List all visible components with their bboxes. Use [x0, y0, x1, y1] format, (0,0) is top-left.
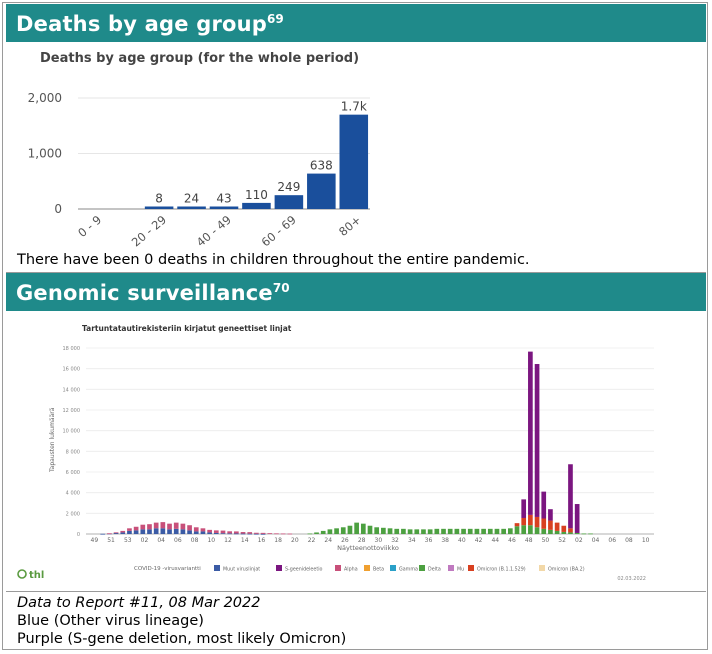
bar-segment — [421, 529, 426, 534]
y-tick-label: 4 000 — [65, 490, 80, 497]
x-tick-label: 46 — [508, 537, 516, 544]
bar-segment — [434, 529, 439, 534]
bar-segment — [535, 364, 540, 517]
bar-segment — [207, 530, 212, 533]
x-tick-label: 52 — [558, 537, 566, 544]
data-label: 638 — [309, 158, 333, 173]
legend-item: Mu — [457, 567, 465, 573]
bar-segment — [134, 530, 139, 534]
bar-segment — [234, 531, 239, 533]
bar-segment — [181, 529, 186, 534]
bar-segment — [515, 526, 520, 534]
bar-segment — [234, 533, 239, 534]
bar-segment — [361, 524, 366, 534]
banner-ref: 70 — [272, 280, 290, 295]
bar-segment — [308, 533, 313, 534]
x-tick-label: 80+ — [336, 212, 364, 239]
x-axis-label: Näytteenottoviikko — [337, 544, 399, 552]
x-tick-label: 30 — [374, 537, 383, 544]
x-tick-label: 22 — [307, 537, 316, 544]
bar-segment — [401, 529, 406, 534]
x-tick-label: 32 — [391, 537, 399, 544]
bar — [210, 207, 239, 210]
bar-segment — [167, 524, 172, 530]
bar-segment — [428, 529, 433, 534]
bar-segment — [568, 464, 573, 528]
legend-swatch — [390, 565, 396, 571]
footer-purple-note: Purple (S-gene deletion, most likely Omicron) — [17, 631, 347, 647]
bar-segment — [495, 529, 500, 534]
x-tick-label: 36 — [424, 537, 433, 544]
x-tick-label: 24 — [324, 537, 333, 544]
bar-segment — [455, 529, 460, 534]
legend-swatch — [276, 565, 282, 571]
bar-segment — [541, 519, 546, 529]
legend-swatch — [539, 565, 545, 571]
bar-segment — [287, 534, 292, 535]
bar-segment — [120, 532, 125, 534]
bar-segment — [448, 529, 453, 534]
deaths-note: There have been 0 deaths in children throughout the entire pandemic. — [17, 252, 530, 268]
footer-blue-note: Blue (Other virus lineage) — [17, 613, 204, 629]
legend-item: Alpha — [344, 567, 358, 573]
legend-item: S-geenideleetio — [285, 567, 323, 573]
x-tick-label: 10 — [641, 537, 650, 544]
bar-segment — [394, 529, 399, 534]
x-tick-label: 38 — [441, 537, 449, 544]
data-label: 8 — [155, 191, 163, 206]
bar-segment — [535, 527, 540, 534]
x-tick-label: 02 — [140, 537, 149, 544]
bar-segment — [535, 517, 540, 527]
x-tick-label: 51 — [107, 537, 115, 544]
bar-segment — [187, 530, 192, 534]
x-tick-label: 16 — [257, 537, 266, 544]
bar — [307, 174, 336, 209]
x-tick-label: 48 — [524, 537, 533, 544]
legend-title: COVID-19 -virusvariantti — [134, 566, 201, 572]
banner-title: Deaths by age group — [16, 12, 268, 36]
bar-segment — [321, 531, 326, 534]
bar-segment — [588, 533, 593, 534]
genomic-chart-title: Tartuntatautirekisteriin kirjatut geneettiset linjat — [82, 324, 292, 333]
bar-segment — [354, 523, 359, 534]
section-banner-deaths — [6, 4, 706, 42]
bar-segment — [381, 528, 386, 534]
bar-segment — [227, 533, 232, 534]
y-axis-label: Tapausten lukumäärä — [49, 407, 56, 472]
bar-segment — [241, 534, 246, 535]
bar-segment — [254, 534, 259, 535]
y-tick-label: 6 000 — [65, 470, 80, 476]
bar — [177, 207, 206, 210]
x-tick-label: 06 — [608, 537, 617, 544]
genomic-surveillance-chart — [6, 312, 706, 592]
bar-segment — [247, 532, 252, 534]
thl-logo — [18, 570, 44, 581]
bar-segment — [254, 533, 259, 534]
y-tick-label: 18 000 — [62, 346, 80, 352]
bar-segment — [528, 515, 533, 525]
bar-segment — [575, 533, 580, 534]
bar-segment — [127, 528, 132, 531]
x-tick-label: 12 — [224, 537, 232, 544]
bar-segment — [501, 529, 506, 534]
bar-segment — [521, 518, 526, 525]
y-tick-label: 0 — [54, 202, 62, 216]
divider — [6, 591, 706, 592]
bar-segment — [521, 525, 526, 534]
bar-segment — [374, 527, 379, 534]
x-tick-label: 06 — [174, 537, 182, 544]
bar-segment — [147, 524, 152, 529]
bar-segment — [174, 523, 179, 529]
bar-segment — [548, 509, 553, 520]
bar-segment — [100, 534, 105, 535]
bar-segment — [140, 529, 145, 534]
bar-segment — [475, 529, 480, 534]
bar-segment — [548, 530, 553, 534]
bar-segment — [575, 504, 580, 533]
section-banner-genomic — [6, 273, 706, 311]
bar-segment — [388, 528, 393, 534]
bar-segment — [114, 532, 119, 533]
x-tick-label: 40 - 49 — [193, 212, 234, 250]
data-label: 249 — [277, 180, 301, 195]
bar-segment — [247, 534, 252, 535]
bar-segment — [261, 533, 266, 534]
bar-segment — [414, 529, 419, 534]
bar-segment — [561, 526, 566, 532]
x-tick-label: 49 — [90, 537, 99, 544]
x-tick-label: 20 — [291, 537, 299, 544]
bar-segment — [140, 525, 145, 530]
bar-segment — [368, 526, 373, 534]
data-label: 1.7k — [340, 99, 367, 114]
bar-segment — [261, 534, 266, 535]
bar-segment — [221, 531, 226, 534]
legend-item: Gamma — [399, 567, 418, 573]
y-tick-label: 16 000 — [62, 366, 80, 373]
y-tick-label: 2,000 — [27, 91, 62, 105]
y-tick-label: 12 000 — [62, 408, 80, 414]
legend-item: Beta — [373, 567, 385, 573]
bar-segment — [281, 533, 286, 534]
bar-segment — [461, 529, 466, 534]
bar — [242, 203, 271, 209]
bar-segment — [528, 352, 533, 515]
legend-item: Muut viruslinjat — [223, 567, 261, 573]
x-tick-label: 60 - 69 — [258, 212, 299, 250]
bar-segment — [201, 531, 206, 534]
bar-segment — [107, 533, 112, 534]
x-tick-label: 44 — [491, 537, 500, 544]
bar-segment — [241, 532, 246, 534]
bar-segment — [561, 532, 566, 534]
legend — [214, 565, 585, 573]
bar-segment — [134, 527, 139, 531]
bar-segment — [161, 522, 166, 528]
y-tick-label: 0 — [76, 532, 80, 538]
bar-segment — [334, 528, 339, 534]
x-tick-label: 18 — [274, 537, 282, 544]
x-tick-label: 0 - 9 — [75, 212, 105, 241]
bar-segment — [214, 530, 219, 533]
data-label: 110 — [244, 187, 268, 202]
y-tick-label: 2 000 — [65, 511, 80, 518]
legend-item: Delta — [428, 567, 441, 573]
date-stamp: 02.03.2022 — [617, 576, 646, 582]
legend-swatch — [335, 565, 341, 571]
x-tick-label: 40 — [458, 537, 466, 544]
bar-segment — [274, 533, 279, 534]
bar-segment — [221, 533, 226, 534]
bar-segment — [515, 523, 520, 526]
bar-segment — [207, 532, 212, 534]
x-tick-label: 28 — [357, 537, 366, 544]
x-tick-label: 04 — [157, 537, 165, 544]
bar-segment — [521, 499, 526, 518]
bar-segment — [541, 492, 546, 519]
bar-segment — [468, 529, 473, 534]
bar-segment — [194, 531, 199, 534]
legend-swatch — [468, 565, 474, 571]
bar-segment — [341, 527, 346, 534]
x-tick-label: 10 — [207, 537, 216, 544]
bar-segment — [227, 531, 232, 533]
bar-segment — [214, 533, 219, 534]
legend-swatch — [419, 565, 425, 571]
bar-segment — [568, 532, 573, 534]
bar-segment — [441, 529, 446, 534]
bar-segment — [181, 524, 186, 530]
bar-segment — [201, 528, 206, 531]
bar-segment — [154, 523, 159, 529]
x-tick-label: 02 — [575, 537, 583, 544]
bar-segment — [528, 525, 533, 534]
banner-title: Genomic surveillance — [16, 281, 273, 305]
bar-segment — [508, 528, 513, 534]
legend-swatch — [364, 565, 370, 571]
x-tick-label: 42 — [474, 537, 483, 544]
footer-report-line: Data to Report #11, 08 Mar 2022 — [17, 595, 261, 611]
bar — [275, 195, 304, 209]
bar-segment — [488, 529, 493, 534]
legend-item: Omicron (B.1.1.529) — [477, 567, 526, 573]
bar-segment — [154, 528, 159, 534]
y-tick-label: 8 000 — [65, 449, 80, 456]
bar — [145, 207, 174, 210]
bar-segment — [314, 532, 319, 534]
thl-logo-text: thl — [29, 570, 45, 581]
x-tick-label: 34 — [407, 537, 416, 544]
y-tick-label: 14 000 — [62, 387, 80, 394]
legend-swatch — [214, 565, 220, 571]
bar-segment — [581, 533, 586, 534]
bar-segment — [174, 529, 179, 534]
bar-segment — [161, 528, 166, 534]
bar-segment — [481, 529, 486, 534]
bar-segment — [555, 523, 560, 531]
legend-swatch — [448, 565, 454, 571]
data-label: 24 — [183, 191, 200, 206]
bar-segment — [120, 531, 125, 533]
bar-segment — [541, 529, 546, 534]
x-tick-label: 08 — [625, 537, 633, 544]
bar-segment — [548, 521, 553, 530]
bar-segment — [267, 533, 272, 534]
bar-segment — [348, 526, 353, 534]
data-label: 43 — [216, 191, 232, 206]
bar-segment — [127, 531, 132, 534]
bar — [340, 115, 369, 209]
y-tick-label: 10 000 — [62, 428, 80, 435]
bar-segment — [167, 529, 172, 534]
bar-segment — [194, 527, 199, 531]
y-tick-label: 1,000 — [27, 146, 62, 161]
legend-item: Omicron (BA.2) — [548, 567, 585, 573]
bar-segment — [568, 528, 573, 532]
bar-segment — [408, 529, 413, 534]
bar-segment — [328, 529, 333, 534]
banner-ref: 69 — [267, 11, 284, 26]
chart-title-deaths: Deaths by age group (for the whole period) — [40, 51, 360, 66]
bar-segment — [187, 525, 192, 530]
x-tick-label: 53 — [123, 537, 132, 544]
bar-segment — [147, 529, 152, 534]
x-tick-label: 50 — [541, 537, 550, 544]
x-tick-label: 08 — [190, 537, 199, 544]
x-tick-label: 20 - 29 — [128, 212, 170, 250]
bar-segment — [555, 531, 560, 534]
x-tick-label: 26 — [341, 537, 349, 544]
x-tick-label: 04 — [591, 537, 600, 544]
x-tick-label: 14 — [240, 537, 249, 544]
